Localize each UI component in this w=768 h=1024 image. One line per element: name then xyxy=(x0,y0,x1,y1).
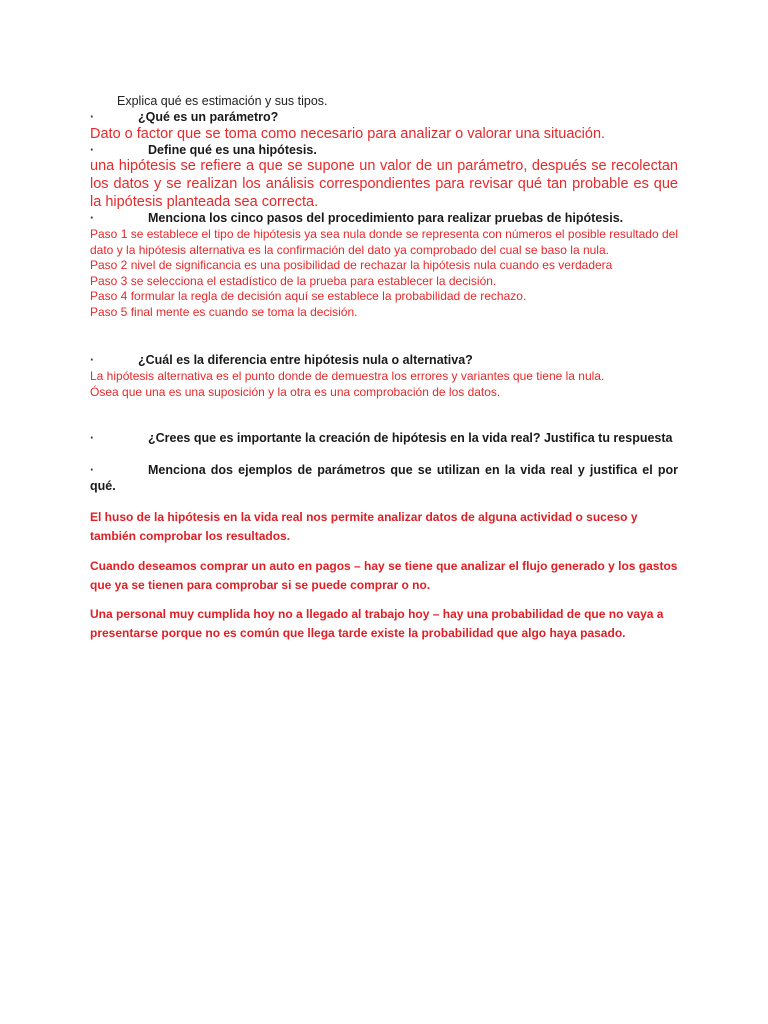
question-parametro xyxy=(90,110,678,125)
question-diferencia xyxy=(90,353,678,368)
question-text: Menciona dos ejemplos de parámetros que se utilizan en la vida real y justifica el por qué. xyxy=(90,463,678,493)
answer-text: Dato o factor que se toma como necesario para analizar o valorar una situación. xyxy=(90,126,606,142)
question-cinco-pasos xyxy=(90,211,678,226)
answer-diferencia xyxy=(90,369,678,400)
step-item: Paso 1 se establece el tipo de hipótesis ya sea nula donde se representa con números el posible resultado del dato y la hipótesis alternativa es la confirmación del dato ya comprobado del cual se baso la nula. xyxy=(90,227,678,257)
answer-parametro xyxy=(90,125,690,143)
question-text: Define qué es una hipótesis. xyxy=(148,143,317,157)
bullet-marker: · xyxy=(90,463,95,477)
bullet-marker: · xyxy=(90,353,95,367)
question-text: ¿Cuál es la diferencia entre hipótesis nula o alternativa? xyxy=(138,353,473,367)
answer-cinco-pasos xyxy=(90,227,678,320)
step-item: Paso 4 formular la regla de decisión aquí se establece la probabilidad de rechazo. xyxy=(90,289,527,303)
answer-line: Ósea que una es una suposición y la otra es una comprobación de los datos. xyxy=(90,384,501,399)
answer-line: La hipótesis alternativa es el punto donde de demuestra los errores y variantes que tiene la nula. xyxy=(90,369,605,383)
question-importancia xyxy=(90,430,678,446)
answer-text: El huso de la hipótesis en la vida real nos permite analizar datos de alguna actividad o suceso y también comprobar los resultados. xyxy=(90,510,638,543)
step-item: Paso 2 nivel de significancia es una posibilidad de rechazar la hipótesis nula cuando es verdadera xyxy=(90,258,613,272)
question-hipotesis xyxy=(90,143,678,158)
bullet-marker: · xyxy=(90,110,95,124)
answer-hipotesis xyxy=(90,157,678,211)
question-text: Menciona los cinco pasos del procedimiento para realizar pruebas de hipótesis. xyxy=(148,211,624,225)
answer-text: una hipótesis se refiere a que se supone un valor de un parámetro, después se recolectan los datos y se realizan los análisis correspondientes para revisar qué tan probable es que la hipótesis planteada sea correcta. xyxy=(90,158,678,210)
answer-importancia xyxy=(90,508,660,546)
answer-ejemplo-persona xyxy=(90,605,680,643)
answer-text: Cuando deseamos comprar un auto en pagos – hay se tiene que analizar el flujo generado y los gastos que ya se tienen para comprobar si se puede comprar o no. xyxy=(90,559,678,592)
intro-text: Explica qué es estimación y sus tipos. xyxy=(117,94,328,108)
bullet-marker: · xyxy=(90,431,95,445)
step-item: Paso 3 se selecciona el estadístico de la prueba para establecer la decisión. xyxy=(90,273,497,288)
bullet-marker: · xyxy=(90,211,95,225)
step-item: Paso 5 final mente es cuando se toma la decisión. xyxy=(90,304,358,319)
answer-ejemplo-auto xyxy=(90,557,680,595)
question-text: ¿Qué es un parámetro? xyxy=(138,110,279,124)
intro-line xyxy=(117,94,677,109)
answer-text: Una personal muy cumplida hoy no a llegado al trabajo hoy – hay una probabilidad de que no vaya a presentarse porque no es común que llega tarde existe la probabilidad que algo haya pasado. xyxy=(90,607,664,640)
bullet-marker: · xyxy=(90,143,95,157)
question-text: ¿Crees que es importante la creación de hipótesis en la vida real? Justifica tu respuesta xyxy=(148,431,673,445)
question-ejemplos xyxy=(90,462,678,494)
